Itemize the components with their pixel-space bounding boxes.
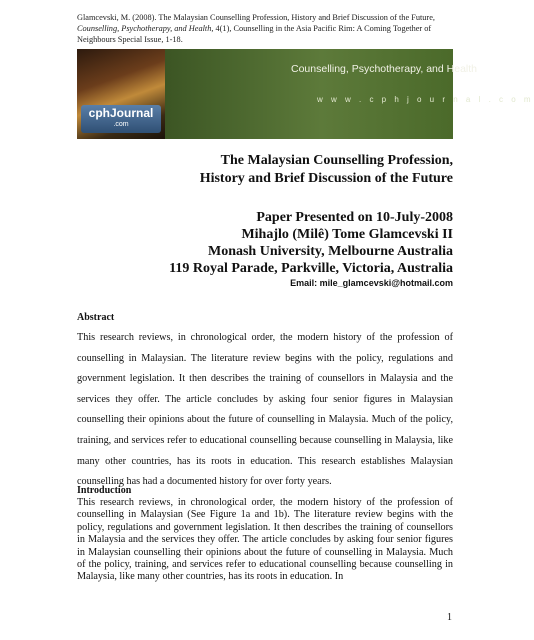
paper-title (77, 152, 453, 188)
journal-logo (81, 105, 161, 133)
journal-banner (77, 49, 534, 139)
citation-text: Glamcevski, M. (2008). The Malaysian Counselling Profession, History and Brief Discussion of the Future, (77, 13, 435, 22)
author-email: Email: mile_glamcevski@hotmail.com (290, 278, 453, 288)
logo-sub: .com (113, 121, 129, 128)
banner-title: Counselling, Psychotherapy, and Health (291, 63, 478, 75)
citation-journal: Counselling, Psychotherapy, and Health (77, 24, 212, 33)
title-line: History and Brief Discussion of the Future (199, 171, 453, 186)
author-name: Mihajlo (Milê) Tome Glamcevski II (241, 227, 453, 242)
citation-details: , 4(1), Counselling in the Asia Pacific Rim: A Coming Together of Neighbours Special Issue, 1-18. (77, 24, 432, 44)
citation-header (77, 12, 457, 45)
logo-main: cphJournal (88, 106, 154, 120)
abstract-heading: Abstract (77, 312, 115, 323)
title-line: The Malaysian Counselling Profession, (220, 153, 453, 168)
presentation-info (77, 209, 453, 277)
banner-url: w w w . c p h j o u r n a l . c o m (317, 95, 534, 104)
author-affiliation: Monash University, Melbourne Australia (207, 244, 453, 259)
author-address: 119 Royal Parade, Parkville, Victoria, Australia (169, 261, 453, 276)
abstract-body: This research reviews, in chronological order, the modern history of the profession of counselling in Malaysian. The literature review begins with the policy, regulations and government legislation. It then describes the training of counsellors in Malaysia and the services they offer. The article concludes by asking four senior figures in Malaysian counselling their opinions about the future of counselling in Malaysia. Much of the policy, training, and services refer to educational counselling because counselling in Malaysia, like many other countries, has its roots in education. This research establishes Malaysian counselling has had a documented history for over forty years. (77, 332, 453, 488)
page-number: 1 (447, 612, 452, 623)
introduction-heading: Introduction (77, 485, 132, 496)
introduction-body: This research reviews, in chronological order, the modern history of the profession of counselling in Malaysian (See Figure 1a and 1b). The literature review begins with the policy, regulations and government legislation. It then describes the training of counsellors in Malaysia and the services they offer. The article concludes by asking four senior figures in Malaysian counselling their opinions about the future of counselling in Malaysia. Much of the policy, training, and services refer to educational counselling because counselling in Malaysia, like many other countries, has its roots in education. In (77, 497, 453, 583)
presented-date: Paper Presented on 10-July-2008 (256, 210, 453, 225)
